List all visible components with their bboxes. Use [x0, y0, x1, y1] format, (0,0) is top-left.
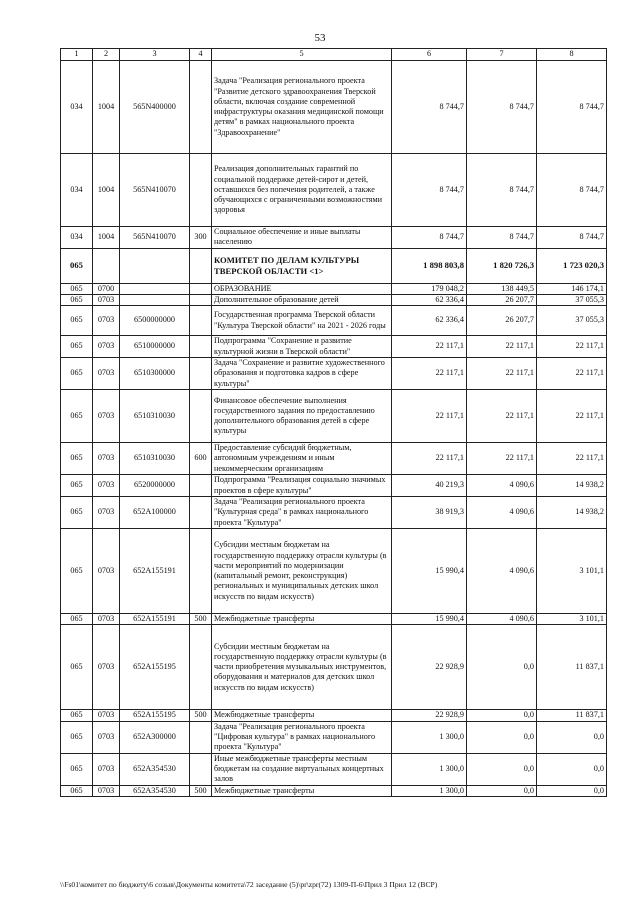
table-row: [61, 625, 607, 710]
cell-section-code: 1004: [93, 227, 120, 249]
table-body: [61, 61, 607, 797]
cell-description: ОБРАЗОВАНИЕ: [212, 283, 392, 294]
cell-section-code: 0703: [93, 475, 120, 497]
cell-amount-year3: 8 744,7: [537, 227, 607, 249]
cell-amount-year2: 4 090,6: [467, 497, 537, 529]
header-cell: 8: [537, 49, 607, 61]
cell-description: Социальное обеспечение и иные выплаты населению: [212, 227, 392, 249]
cell-expense-type: [190, 154, 212, 227]
cell-target-code: 6510310030: [120, 390, 190, 443]
cell-admin-code: 065: [61, 390, 93, 443]
cell-amount-year2: 8 744,7: [467, 227, 537, 249]
cell-amount-year2: 0,0: [467, 625, 537, 710]
cell-description: Финансовое обеспечение выполнения государственного задания по предоставлению дополнительного образования детей в сфере культуры: [212, 390, 392, 443]
cell-amount-year3: 11 837,1: [537, 710, 607, 721]
cell-amount-year3: 22 117,1: [537, 336, 607, 358]
cell-section-code: 0703: [93, 390, 120, 443]
cell-admin-code: 065: [61, 529, 93, 614]
cell-expense-type: [190, 625, 212, 710]
cell-admin-code: 065: [61, 443, 93, 475]
cell-amount-year2: 0,0: [467, 710, 537, 721]
cell-amount-year3: 37 055,3: [537, 306, 607, 336]
cell-amount-year1: 1 300,0: [392, 721, 467, 753]
cell-expense-type: 500: [190, 710, 212, 721]
cell-section-code: 1004: [93, 154, 120, 227]
header-cell: 6: [392, 49, 467, 61]
cell-amount-year1: 22 117,1: [392, 443, 467, 475]
cell-description: Предоставление субсидий бюджетным, автономным учреждениям и иным некоммерческим организациям: [212, 443, 392, 475]
cell-amount-year3: 3 101,1: [537, 614, 607, 625]
cell-amount-year1: 179 048,2: [392, 283, 467, 294]
cell-amount-year1: 1 898 803,8: [392, 248, 467, 283]
cell-expense-type: [190, 248, 212, 283]
cell-section-code: 0703: [93, 785, 120, 796]
cell-expense-type: 300: [190, 227, 212, 249]
cell-section-code: 0703: [93, 294, 120, 305]
budget-table: [60, 48, 607, 797]
cell-amount-year1: 62 336,4: [392, 306, 467, 336]
cell-amount-year1: 8 744,7: [392, 154, 467, 227]
cell-admin-code: 065: [61, 497, 93, 529]
header-cell: 2: [93, 49, 120, 61]
cell-admin-code: 034: [61, 61, 93, 154]
cell-amount-year3: 1 723 020,3: [537, 248, 607, 283]
cell-description: Дополнительное образование детей: [212, 294, 392, 305]
table-row: [61, 721, 607, 753]
cell-description: Субсидии местным бюджетам на государственную поддержку отрасли культуры (в части приобретения музыкальных инструментов, оборудования и материалов для детских школ искусств по видам искусств): [212, 625, 392, 710]
cell-target-code: [120, 248, 190, 283]
cell-description: Задача "Сохранение и развитие художественного образования и подготовка кадров в сфере культуры": [212, 358, 392, 390]
cell-admin-code: 065: [61, 358, 93, 390]
cell-description: Задача "Реализация регионального проекта "Развитие детского здравоохранения Тверской области, включая создание современной инфраструктуры оказания медицинской помощи детям" в рамках национального проекта "Здравоохранение": [212, 61, 392, 154]
table-row: [61, 785, 607, 796]
table-row: [61, 475, 607, 497]
cell-admin-code: 065: [61, 283, 93, 294]
cell-admin-code: 065: [61, 721, 93, 753]
cell-expense-type: [190, 753, 212, 785]
cell-target-code: 652A155195: [120, 625, 190, 710]
table-row: [61, 753, 607, 785]
cell-section-code: 0703: [93, 625, 120, 710]
cell-expense-type: [190, 358, 212, 390]
cell-target-code: 6520000000: [120, 475, 190, 497]
cell-target-code: [120, 294, 190, 305]
cell-target-code: 6510310030: [120, 443, 190, 475]
table-row: [61, 248, 607, 283]
cell-expense-type: 500: [190, 785, 212, 796]
cell-amount-year1: 22 928,9: [392, 625, 467, 710]
table-row: [61, 497, 607, 529]
cell-amount-year2: 26 207,7: [467, 306, 537, 336]
cell-description: Межбюджетные трансферты: [212, 614, 392, 625]
cell-amount-year3: 14 938,2: [537, 497, 607, 529]
header-cell: 1: [61, 49, 93, 61]
cell-admin-code: 065: [61, 710, 93, 721]
header-cell: 4: [190, 49, 212, 61]
cell-expense-type: 500: [190, 614, 212, 625]
cell-description: Государственная программа Тверской области "Культура Тверской области" на 2021 - 2026 годы: [212, 306, 392, 336]
cell-amount-year1: 8 744,7: [392, 61, 467, 154]
cell-section-code: 0703: [93, 306, 120, 336]
table-row: [61, 529, 607, 614]
cell-amount-year2: 8 744,7: [467, 61, 537, 154]
cell-expense-type: [190, 306, 212, 336]
cell-target-code: 652A354530: [120, 785, 190, 796]
cell-target-code: 652A300000: [120, 721, 190, 753]
cell-amount-year1: 38 919,3: [392, 497, 467, 529]
cell-amount-year1: 22 117,1: [392, 336, 467, 358]
cell-amount-year2: 4 090,6: [467, 475, 537, 497]
cell-amount-year1: 1 300,0: [392, 785, 467, 796]
cell-expense-type: [190, 390, 212, 443]
cell-description: Субсидии местным бюджетам на государственную поддержку отрасли культуры (в части мероприятий по модернизации (капитальный ремонт, реконструкция) региональных и муниципальных детских школ искусств по видам искусств): [212, 529, 392, 614]
cell-amount-year1: 22 117,1: [392, 358, 467, 390]
cell-admin-code: 034: [61, 154, 93, 227]
table-row: [61, 390, 607, 443]
cell-amount-year3: 37 055,3: [537, 294, 607, 305]
cell-target-code: 6500000000: [120, 306, 190, 336]
cell-section-code: 0703: [93, 529, 120, 614]
cell-amount-year1: 22 928,9: [392, 710, 467, 721]
cell-amount-year3: 146 174,1: [537, 283, 607, 294]
cell-description: Подпрограмма "Реализация социально значимых проектов в сфере культуры": [212, 475, 392, 497]
cell-target-code: 565N410070: [120, 227, 190, 249]
cell-admin-code: 034: [61, 227, 93, 249]
cell-target-code: 652A354530: [120, 753, 190, 785]
cell-target-code: [120, 283, 190, 294]
cell-expense-type: [190, 61, 212, 154]
header-cell: 3: [120, 49, 190, 61]
cell-section-code: 1004: [93, 61, 120, 154]
table-row: [61, 710, 607, 721]
table-row: [61, 283, 607, 294]
table-header-row: [61, 49, 607, 61]
cell-admin-code: 065: [61, 306, 93, 336]
cell-description: Задача "Реализация регионального проекта "Культурная среда" в рамках национального проекта "Культура": [212, 497, 392, 529]
cell-amount-year1: 40 219,3: [392, 475, 467, 497]
cell-description: Реализация дополнительных гарантий по социальной поддержке детей-сирот и детей, оставшихся без попечения родителей, а также обучающихся с ограниченными возможностями здоровья: [212, 154, 392, 227]
cell-expense-type: [190, 721, 212, 753]
cell-amount-year3: 3 101,1: [537, 529, 607, 614]
cell-expense-type: [190, 497, 212, 529]
cell-amount-year2: 0,0: [467, 785, 537, 796]
table-row: [61, 61, 607, 154]
cell-amount-year2: 0,0: [467, 721, 537, 753]
cell-amount-year2: 1 820 726,3: [467, 248, 537, 283]
cell-admin-code: 065: [61, 785, 93, 796]
cell-expense-type: [190, 475, 212, 497]
cell-amount-year1: 1 300,0: [392, 753, 467, 785]
cell-admin-code: 065: [61, 336, 93, 358]
cell-amount-year2: 4 090,6: [467, 614, 537, 625]
cell-amount-year3: 0,0: [537, 785, 607, 796]
cell-amount-year1: 22 117,1: [392, 390, 467, 443]
cell-amount-year3: 14 938,2: [537, 475, 607, 497]
page-number: 53: [314, 32, 326, 44]
cell-section-code: 0703: [93, 443, 120, 475]
cell-amount-year3: 8 744,7: [537, 61, 607, 154]
table-row: [61, 614, 607, 625]
cell-amount-year2: 138 449,5: [467, 283, 537, 294]
footer-file-path: \\Fs01\комитет по бюджету\6 созыв\Документы комитета\72 заседание (5)\pr\zpr(72) 1309-П-6\Прил 3 Прил 12 (ВСР): [60, 880, 438, 889]
cell-admin-code: 065: [61, 753, 93, 785]
cell-amount-year1: 15 990,4: [392, 529, 467, 614]
table-row: [61, 294, 607, 305]
cell-section-code: 0703: [93, 721, 120, 753]
cell-description: Иные межбюджетные трансферты местным бюджетам на создание виртуальных концертных залов: [212, 753, 392, 785]
cell-amount-year3: 0,0: [537, 721, 607, 753]
cell-target-code: 652A155191: [120, 529, 190, 614]
cell-expense-type: 600: [190, 443, 212, 475]
cell-target-code: 652A155191: [120, 614, 190, 625]
cell-admin-code: 065: [61, 625, 93, 710]
cell-section-code: 0703: [93, 336, 120, 358]
cell-admin-code: 065: [61, 475, 93, 497]
cell-amount-year2: 4 090,6: [467, 529, 537, 614]
cell-amount-year3: 0,0: [537, 753, 607, 785]
cell-admin-code: 065: [61, 248, 93, 283]
cell-expense-type: [190, 336, 212, 358]
cell-amount-year1: 62 336,4: [392, 294, 467, 305]
cell-amount-year2: 26 207,7: [467, 294, 537, 305]
cell-section-code: 0703: [93, 710, 120, 721]
cell-description: Подпрограмма "Сохранение и развитие культурной жизни в Тверской области": [212, 336, 392, 358]
cell-target-code: 565N400000: [120, 61, 190, 154]
cell-target-code: 652A100000: [120, 497, 190, 529]
cell-amount-year3: 8 744,7: [537, 154, 607, 227]
cell-section-code: 0703: [93, 497, 120, 529]
cell-section-code: 0703: [93, 614, 120, 625]
cell-description: Межбюджетные трансферты: [212, 710, 392, 721]
cell-amount-year3: 11 837,1: [537, 625, 607, 710]
cell-description: Задача "Реализация регионального проекта "Цифровая культура" в рамках национального проекта "Культура": [212, 721, 392, 753]
header-cell: 5: [212, 49, 392, 61]
cell-amount-year3: 22 117,1: [537, 390, 607, 443]
cell-amount-year3: 22 117,1: [537, 443, 607, 475]
cell-section-code: 0703: [93, 753, 120, 785]
cell-amount-year3: 22 117,1: [537, 358, 607, 390]
cell-amount-year2: 22 117,1: [467, 443, 537, 475]
table-row: [61, 306, 607, 336]
header-cell: 7: [467, 49, 537, 61]
cell-section-code: 0700: [93, 283, 120, 294]
cell-amount-year2: 22 117,1: [467, 390, 537, 443]
cell-target-code: 6510300000: [120, 358, 190, 390]
table-row: [61, 358, 607, 390]
cell-amount-year2: 22 117,1: [467, 336, 537, 358]
cell-amount-year2: 8 744,7: [467, 154, 537, 227]
cell-expense-type: [190, 529, 212, 614]
cell-amount-year1: 8 744,7: [392, 227, 467, 249]
cell-admin-code: 065: [61, 294, 93, 305]
table-row: [61, 336, 607, 358]
table-row: [61, 227, 607, 249]
cell-target-code: 565N410070: [120, 154, 190, 227]
cell-description: Межбюджетные трансферты: [212, 785, 392, 796]
cell-amount-year2: 22 117,1: [467, 358, 537, 390]
table-row: [61, 443, 607, 475]
cell-amount-year2: 0,0: [467, 753, 537, 785]
cell-expense-type: [190, 294, 212, 305]
cell-description: КОМИТЕТ ПО ДЕЛАМ КУЛЬТУРЫ ТВЕРСКОЙ ОБЛАСТИ <1>: [212, 248, 392, 283]
cell-amount-year1: 15 990,4: [392, 614, 467, 625]
table-row: [61, 154, 607, 227]
cell-target-code: 6510000000: [120, 336, 190, 358]
cell-section-code: [93, 248, 120, 283]
cell-target-code: 652A155195: [120, 710, 190, 721]
cell-admin-code: 065: [61, 614, 93, 625]
cell-section-code: 0703: [93, 358, 120, 390]
cell-expense-type: [190, 283, 212, 294]
